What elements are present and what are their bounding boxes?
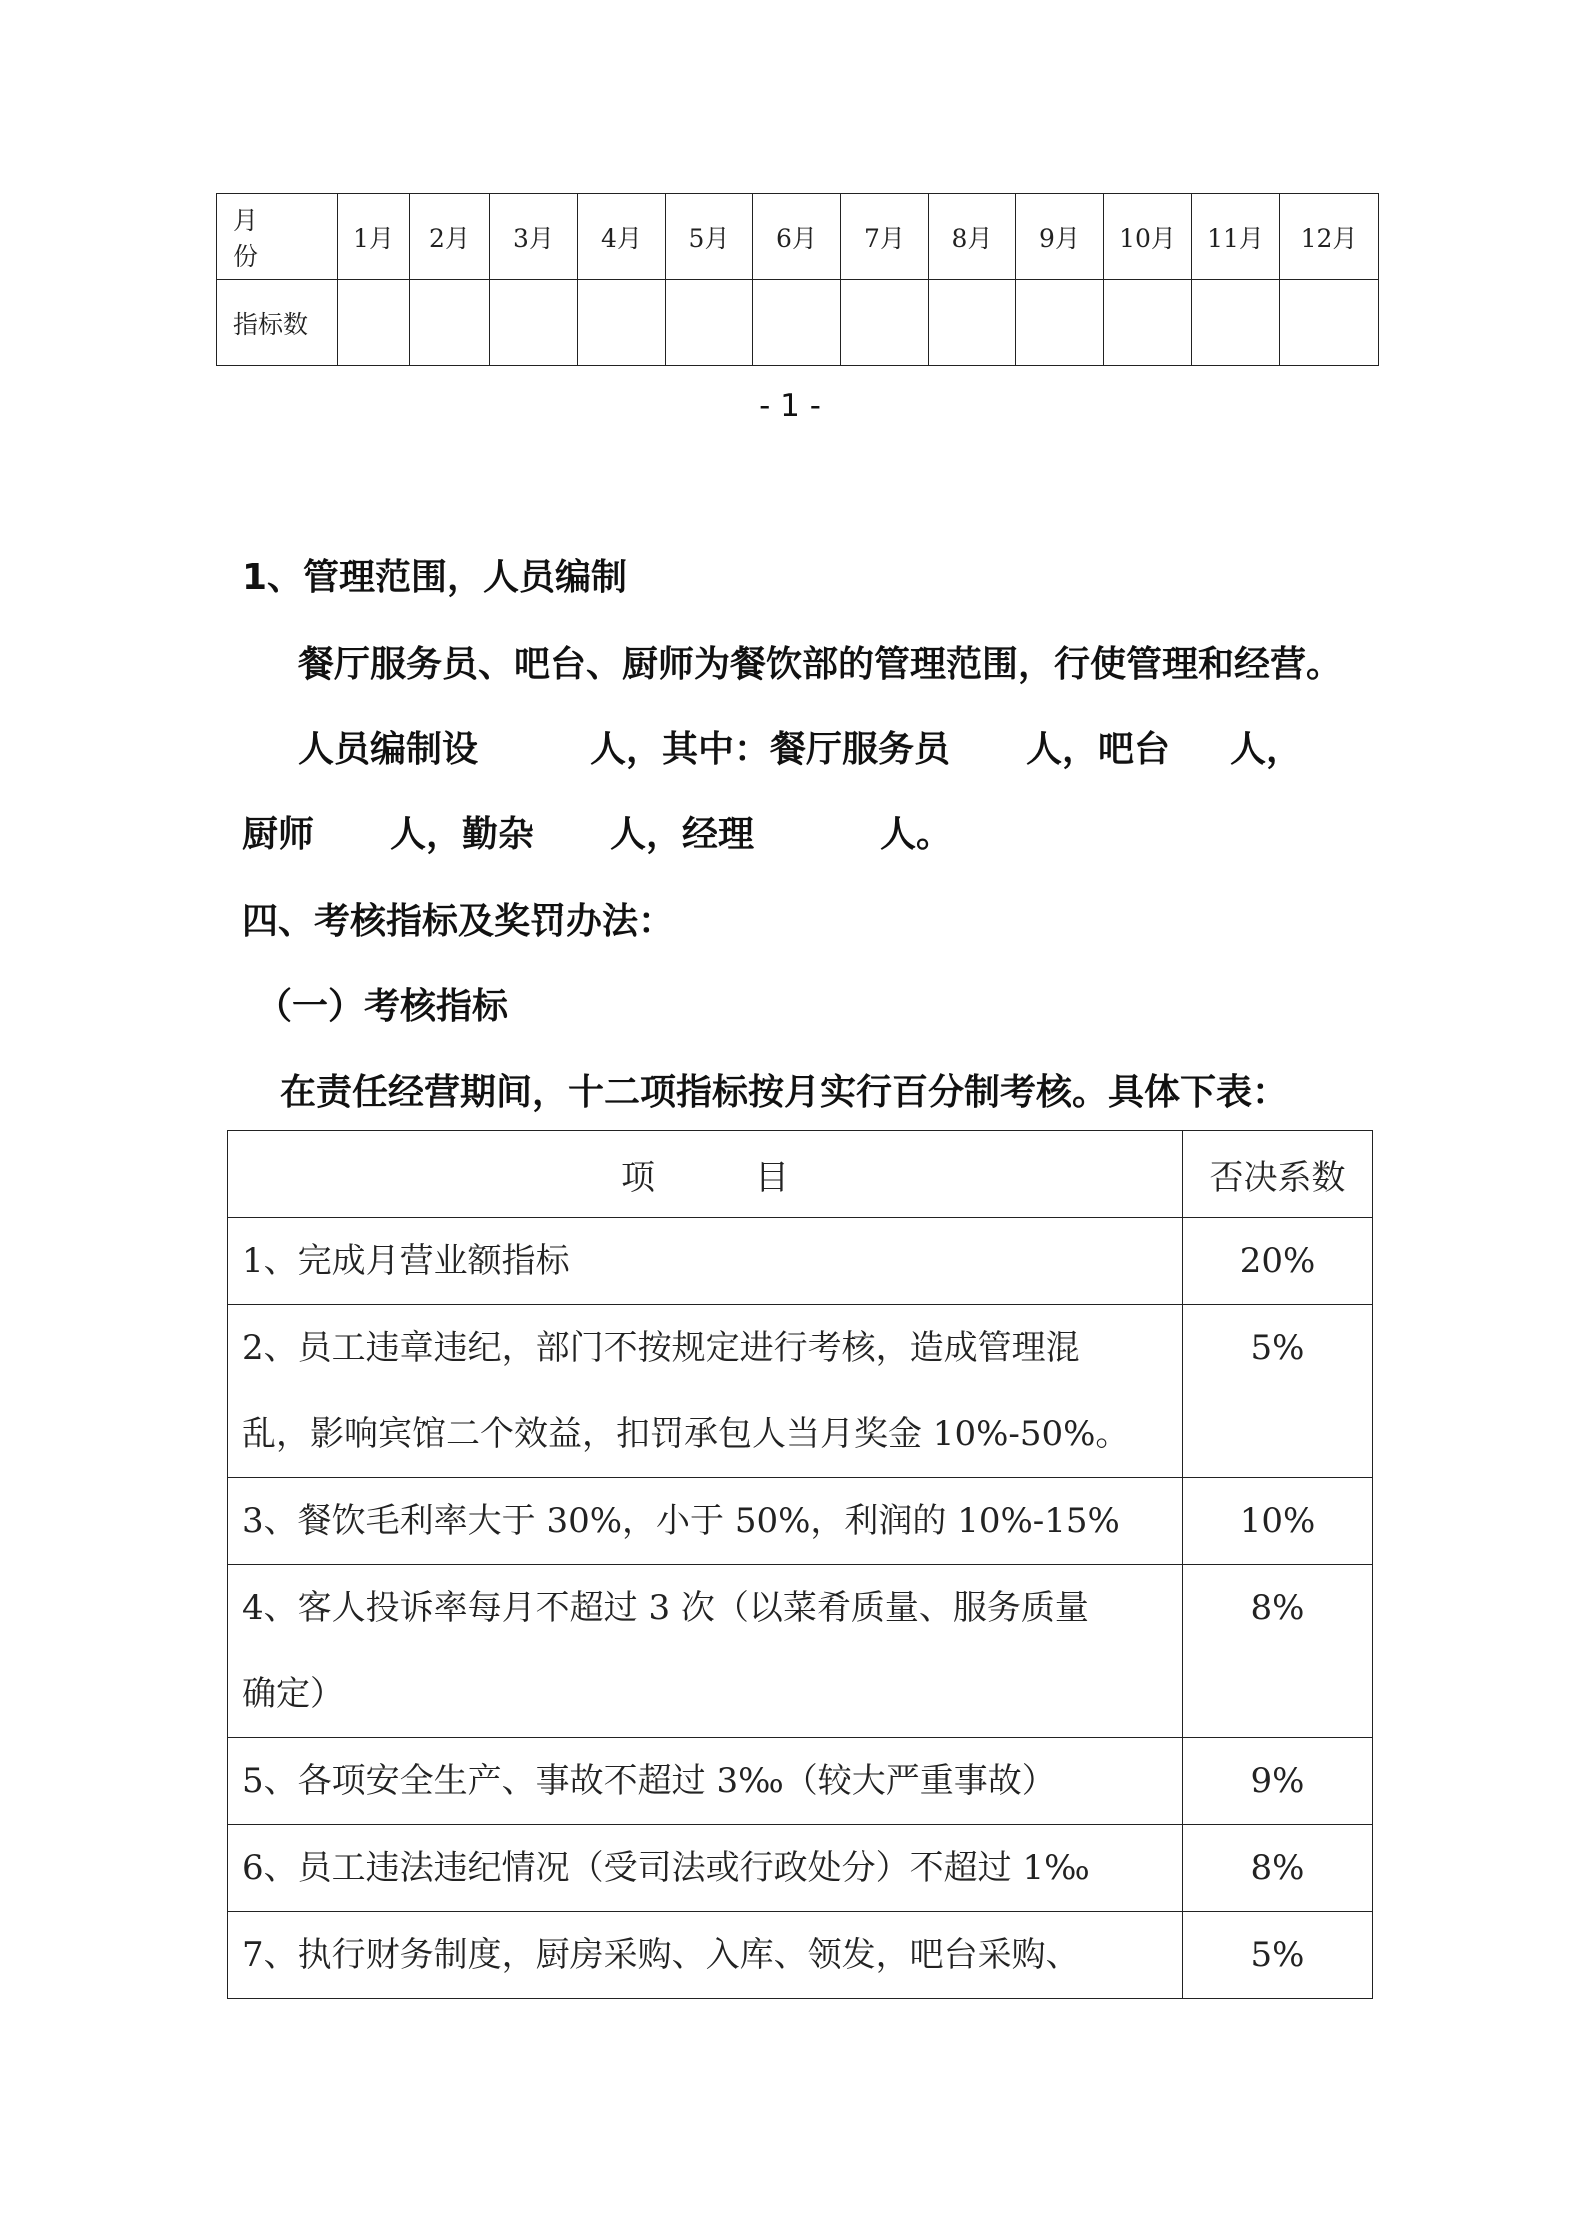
month-header-label: 月 份 xyxy=(233,205,283,271)
item-cell xyxy=(228,1825,1183,1912)
sub-heading-assessment-indicators: （一）考核指标 xyxy=(256,986,509,1027)
month-cell: 8月 xyxy=(929,194,1016,280)
item-text: 1、完成月营业额指标 xyxy=(242,1241,570,1281)
indicator-row-label: 指标数 xyxy=(217,280,338,366)
staffing-text: 人，吧台 xyxy=(1026,729,1171,770)
staffing-text: 人，勤杂 xyxy=(390,814,535,855)
paragraph-management-scope: 餐厅服务员、吧台、厨师为餐饮部的管理范围，行使管理和经营。 xyxy=(298,644,1343,685)
staffing-text: 人， xyxy=(1230,729,1303,770)
item-text: 2、员工违章违纪，部门不按规定进行考核，造成管理混 xyxy=(242,1328,1080,1368)
month-cell: 1月 xyxy=(338,194,410,280)
month-cell: 5月 xyxy=(666,194,753,280)
month-cell: 10月 xyxy=(1104,194,1192,280)
table-row xyxy=(228,1565,1373,1738)
coef-cell: 9% xyxy=(1183,1738,1373,1825)
staffing-text: 人。 xyxy=(880,814,953,855)
indicator-cell xyxy=(666,280,753,366)
month-cell: 4月 xyxy=(578,194,666,280)
staffing-text: 人，其中：餐厅服务员 xyxy=(590,729,951,770)
item-text: 3、餐饮毛利率大于 30%，小于 50%，利润的 10%-15% xyxy=(242,1501,1120,1541)
staffing-text: 人，经理 xyxy=(610,814,755,855)
item-cell xyxy=(228,1305,1183,1478)
indicator-cell xyxy=(410,280,490,366)
indicator-row xyxy=(217,280,1379,366)
table-row xyxy=(228,1478,1373,1565)
section-heading-assessment: 四、考核指标及奖罚办法： xyxy=(242,901,675,942)
coef-cell: 20% xyxy=(1183,1218,1373,1305)
month-indicator-table xyxy=(216,193,1379,366)
staffing-line-2 xyxy=(242,806,952,857)
indicator-cell xyxy=(338,280,410,366)
month-cell: 11月 xyxy=(1192,194,1280,280)
month-header-row xyxy=(217,194,1379,280)
coef-cell: 5% xyxy=(1183,1912,1373,1999)
item-text: 4、客人投诉率每月不超过 3 次（以菜肴质量、服务质量 xyxy=(242,1588,1089,1628)
coef-cell: 5% xyxy=(1183,1305,1373,1478)
header-item: 项目 xyxy=(621,1157,889,1198)
table-row xyxy=(228,1825,1373,1912)
item-cell xyxy=(228,1565,1183,1738)
staffing-line-1 xyxy=(298,721,1302,772)
item-cell xyxy=(228,1738,1183,1825)
indicator-cell xyxy=(753,280,841,366)
indicator-cell xyxy=(929,280,1016,366)
page-number: - 1 - xyxy=(759,388,821,424)
table-row xyxy=(228,1218,1373,1305)
item-text: 6、员工违法违纪情况（受司法或行政处分）不超过 1‰ xyxy=(242,1848,1090,1888)
indicator-cell xyxy=(490,280,578,366)
indicator-cell xyxy=(1104,280,1192,366)
item-cell xyxy=(228,1912,1183,1999)
item-text: 7、执行财务制度，厨房采购、入库、领发，吧台采购、 xyxy=(242,1935,1080,1975)
coef-cell: 8% xyxy=(1183,1825,1373,1912)
indicator-cell xyxy=(1192,280,1280,366)
section-heading-management-scope: 1、管理范围，人员编制 xyxy=(242,557,628,598)
indicator-cell xyxy=(841,280,929,366)
table-row xyxy=(228,1738,1373,1825)
indicator-cell xyxy=(1280,280,1379,366)
assessment-table xyxy=(227,1130,1373,1999)
staffing-text: 人员编制设 xyxy=(298,729,479,770)
coef-cell: 10% xyxy=(1183,1478,1373,1565)
item-text: 乱，影响宾馆二个效益，扣罚承包人当月奖金 10%-50%。 xyxy=(242,1414,1130,1454)
indicator-cell xyxy=(578,280,666,366)
table-row xyxy=(228,1305,1373,1478)
month-cell: 9月 xyxy=(1016,194,1104,280)
item-cell xyxy=(228,1218,1183,1305)
month-cell: 7月 xyxy=(841,194,929,280)
item-text: 5、各项安全生产、事故不超过 3‰（较大严重事故） xyxy=(242,1761,1056,1801)
month-cell: 6月 xyxy=(753,194,841,280)
staffing-text: 厨师 xyxy=(242,814,315,855)
indicator-cell xyxy=(1016,280,1104,366)
month-cell: 12月 xyxy=(1280,194,1379,280)
month-header-cell xyxy=(217,194,338,280)
table-row xyxy=(228,1912,1373,1999)
assessment-header-row xyxy=(228,1131,1373,1218)
item-cell xyxy=(228,1478,1183,1565)
header-item-cell xyxy=(228,1131,1183,1218)
assessment-intro: 在责任经营期间，十二项指标按月实行百分制考核。具体下表： xyxy=(280,1072,1289,1113)
item-text: 确定） xyxy=(242,1674,344,1714)
header-coef: 否决系数 xyxy=(1183,1131,1373,1218)
month-cell: 2月 xyxy=(410,194,490,280)
month-cell: 3月 xyxy=(490,194,578,280)
coef-cell: 8% xyxy=(1183,1565,1373,1738)
